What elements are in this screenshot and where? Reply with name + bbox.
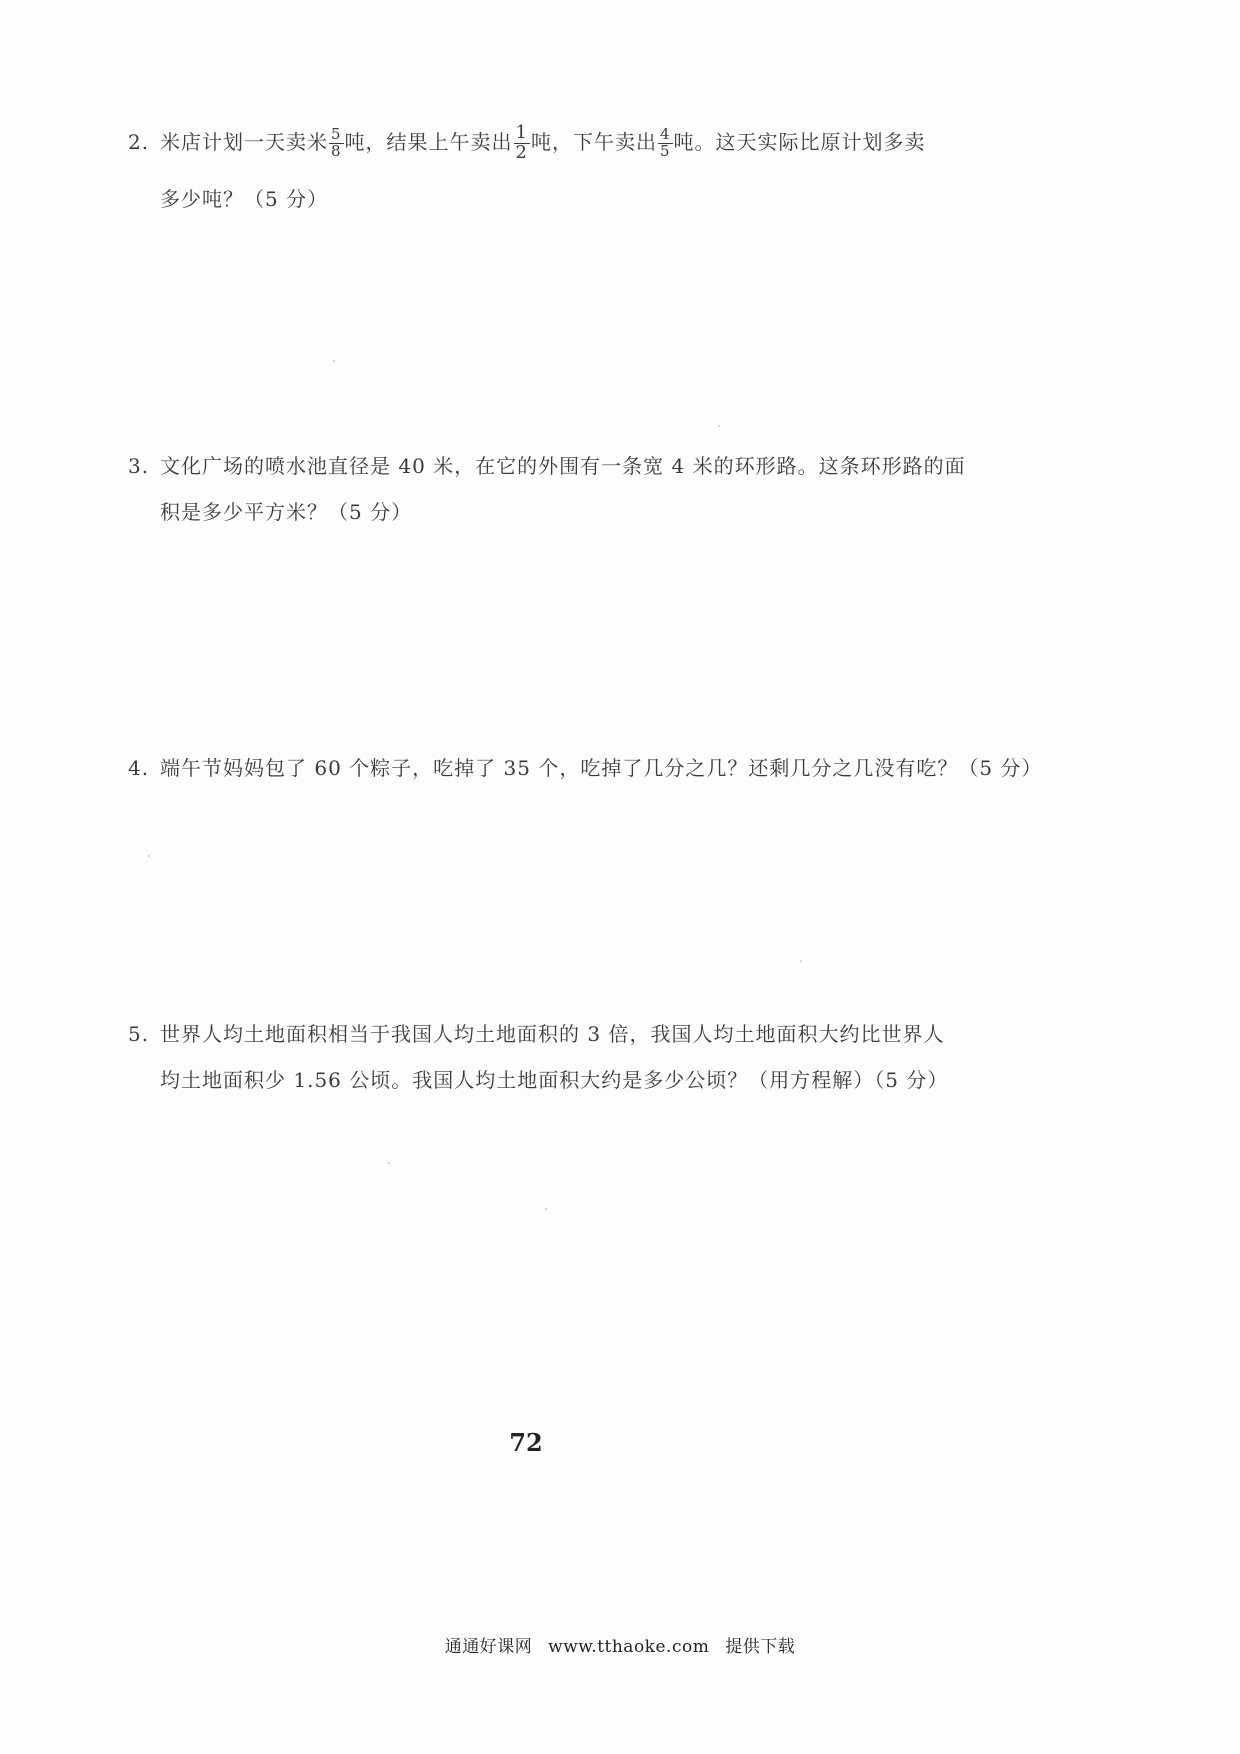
question-5: [128, 1024, 968, 1090]
page-number: 72: [509, 1428, 543, 1457]
scan-speck: [148, 855, 150, 857]
question-4-text: 端午节妈妈包了 60 个粽子，吃掉了 35 个，吃掉了几分之几？还剩几分之几没有吃？（5 分）: [160, 756, 1043, 780]
question-5-text: 世界人均土地面积相当于我国人均土地面积的 3 倍，我国人均土地面积大约比世界人: [160, 1022, 945, 1046]
question-4-number: 4.: [128, 756, 150, 780]
footer: [0, 1632, 1240, 1657]
question-2-text-d: 吨。这天实际比原计划多卖: [673, 129, 926, 154]
footer-url: www.tthaoke.com: [548, 1637, 710, 1657]
scan-speck: [333, 360, 335, 362]
question-3: [128, 456, 968, 522]
question-3-number: 3.: [128, 454, 150, 478]
scan-speck: [718, 425, 720, 427]
question-3-line-2: 积是多少平方米？（5 分）: [160, 500, 413, 524]
question-3-line-1: [128, 456, 968, 476]
question-2-text-b: 吨，结果上午卖出: [344, 129, 513, 154]
scan-speck: [388, 1162, 390, 1164]
fraction-4-5: $\frac{4}{5}$: [660, 125, 671, 160]
question-4: [128, 756, 1043, 780]
question-2-text-a: 米店计划一天卖米: [160, 129, 328, 154]
question-5-line-2: 均土地面积少 1.56 公顷。我国人均土地面积大约是多少公顷？（用方程解）（5 分）: [160, 1068, 949, 1092]
question-2-text-c: 吨，下午卖出: [531, 129, 657, 154]
fraction-5-8: $\frac{5}{8}$: [331, 125, 342, 160]
question-4-line-1: [128, 756, 1043, 780]
question-3-text: 文化广场的喷水池直径是 40 米，在它的外围有一条宽 4 米的环形路。这条环形路的面: [160, 454, 966, 478]
question-2-number: 2.: [128, 129, 150, 154]
question-5-number: 5.: [128, 1022, 150, 1046]
question-2-line-2: 多少吨？（5 分）: [160, 186, 329, 211]
scan-speck: [545, 1208, 547, 1210]
footer-site-name: 通通好课网: [444, 1637, 533, 1657]
question-5-line-1: [128, 1024, 968, 1044]
scan-speck: [800, 960, 802, 962]
question-2: [128, 124, 968, 209]
fraction-1-2: $\frac{1}{2}$: [515, 122, 528, 163]
footer-note: 提供下载: [725, 1637, 796, 1657]
question-2-line-1: [128, 124, 968, 163]
